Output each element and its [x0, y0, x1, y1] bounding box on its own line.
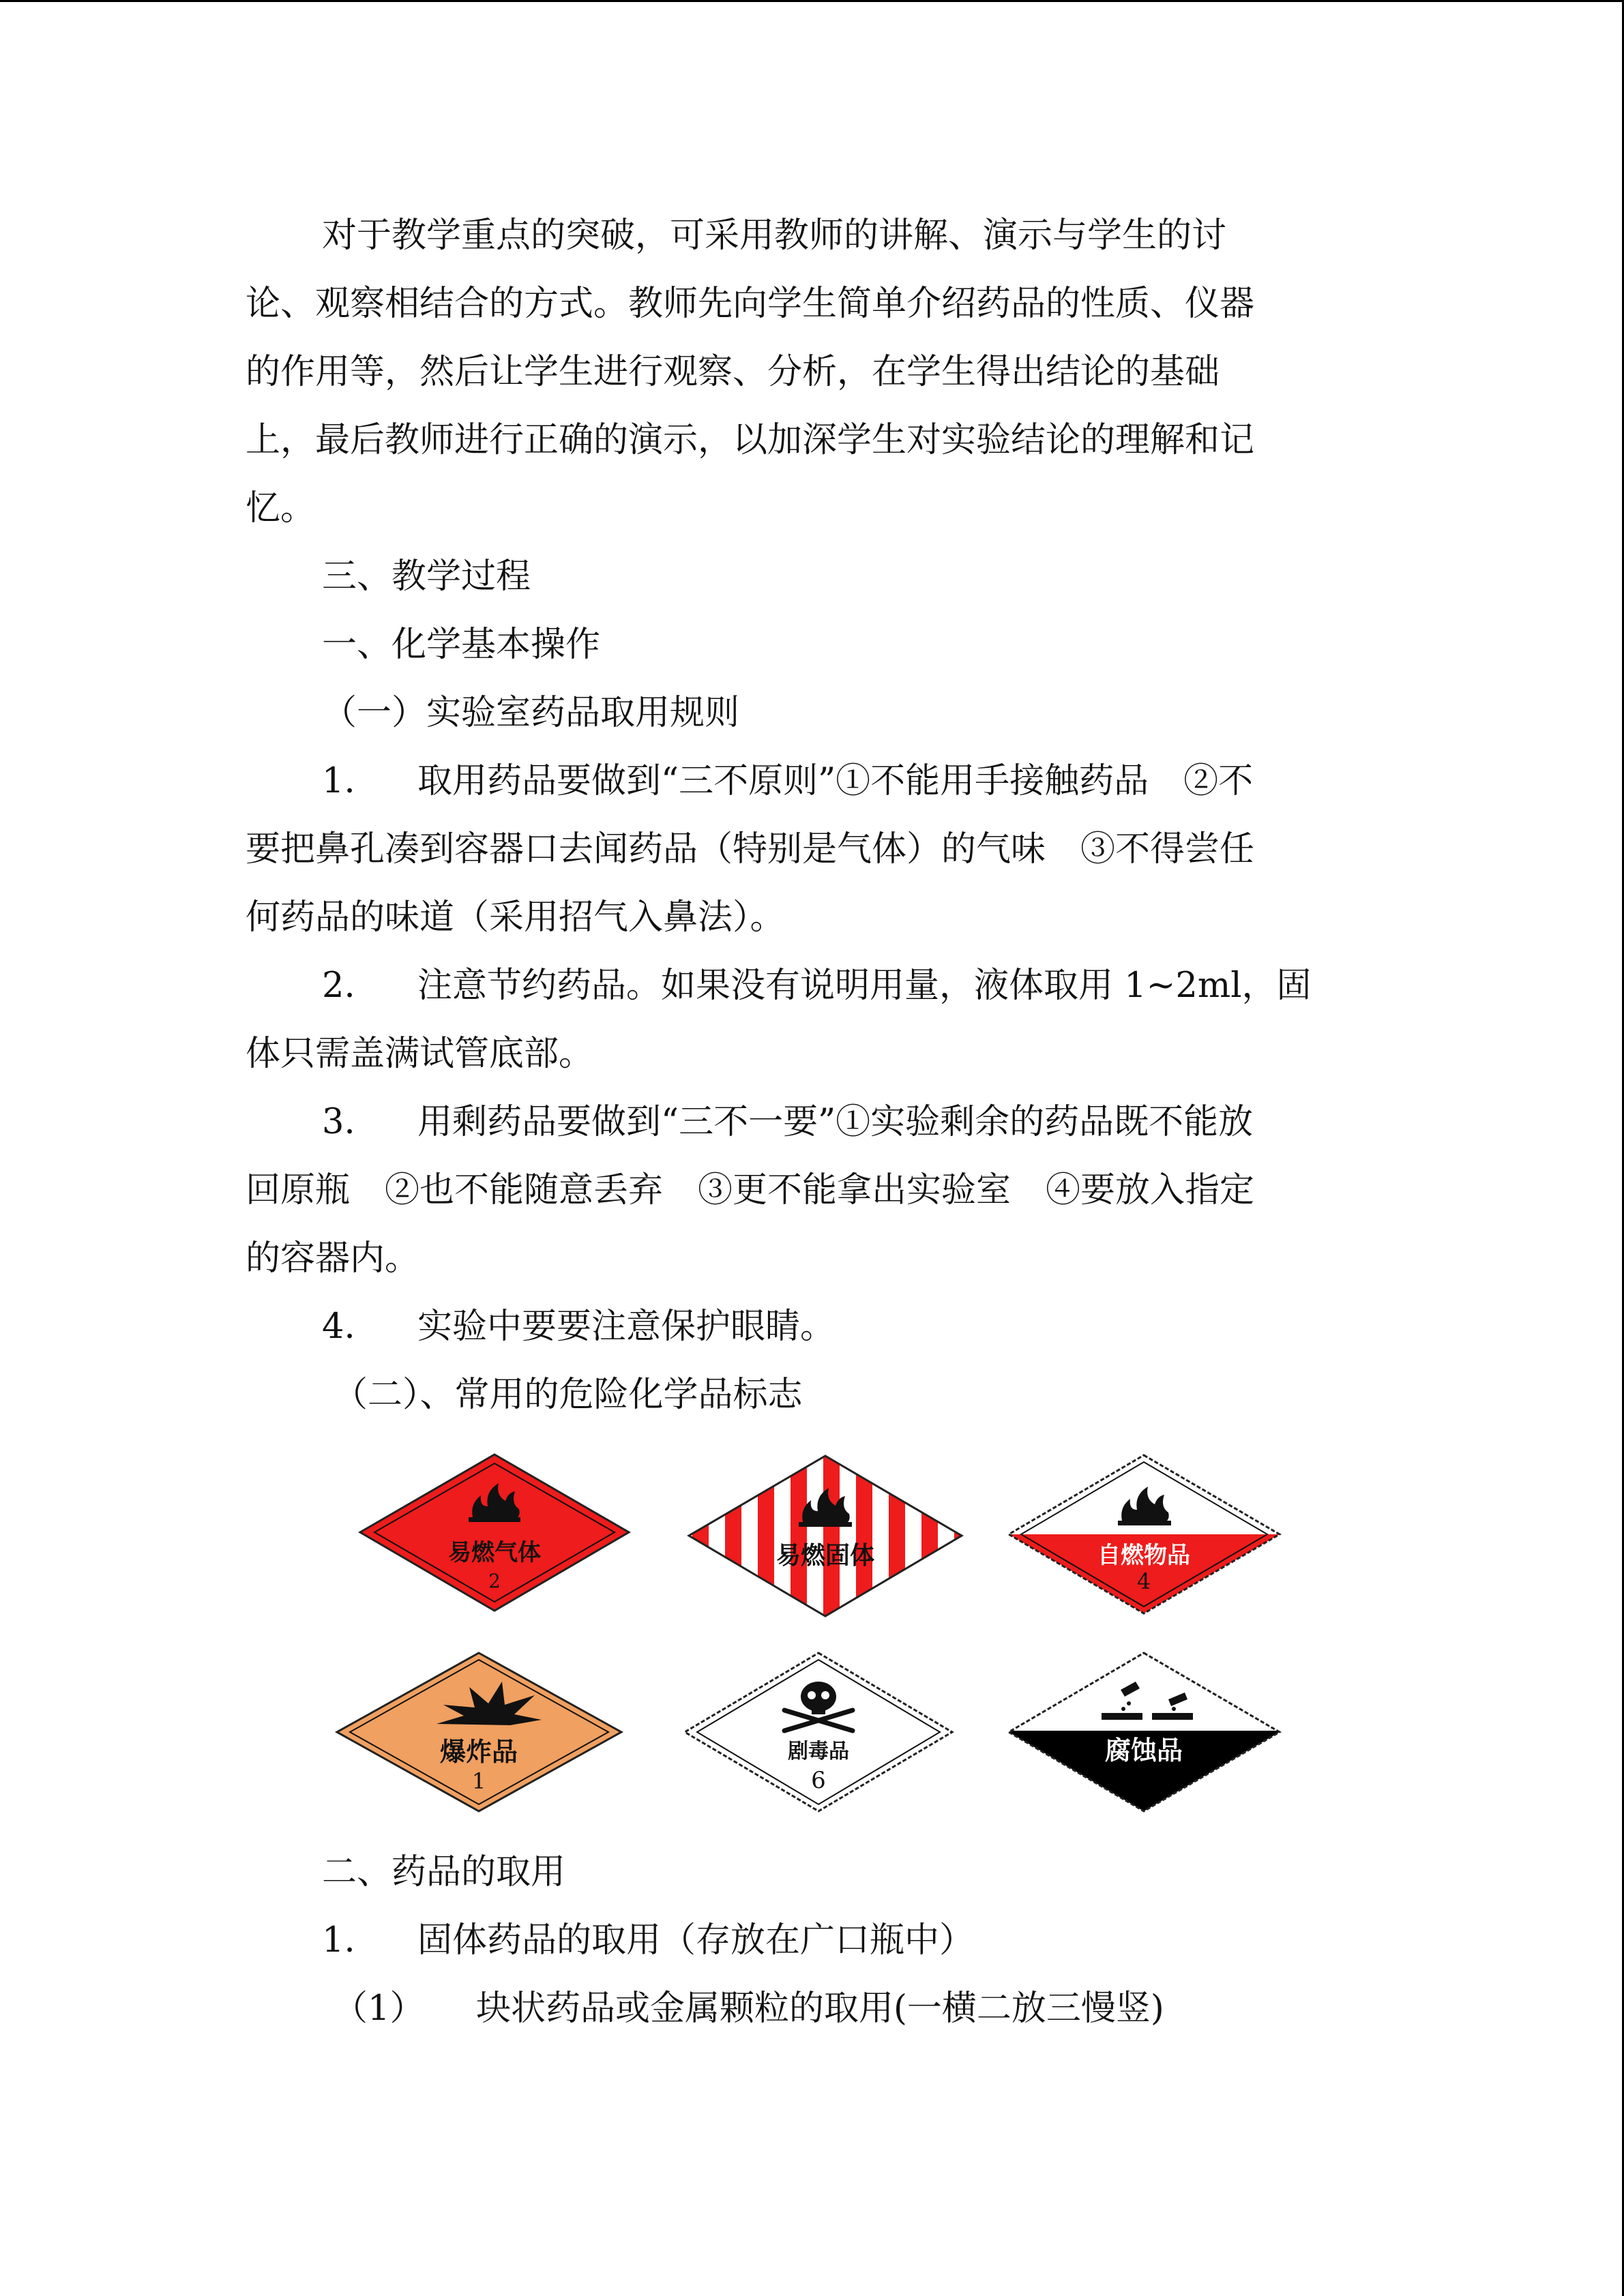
- rule-text: 实验中要要注意保护眼睛。: [417, 1307, 836, 1347]
- rule-text: 固体药品的取用（存放在广口瓶中）: [417, 1920, 975, 1960]
- section-heading: 二、药品的取用: [322, 1852, 566, 1892]
- rule-text-line: 的容器内。: [246, 1238, 420, 1279]
- rule-text-line: 何药品的味道（采用招气入鼻法）。: [246, 897, 785, 938]
- rule-number: 4.: [322, 1307, 355, 1347]
- sign-number: 1: [471, 1768, 486, 1794]
- sign-label: 易燃气体: [448, 1539, 541, 1566]
- flammable-gas-sign: [358, 1452, 631, 1613]
- paragraph-line: 论、观察相结合的方式。教师先向学生简单介绍药品的性质、仪器: [246, 284, 1255, 324]
- sign-number: 4: [1136, 1568, 1151, 1594]
- explosive-sign: [334, 1650, 624, 1814]
- rule-number: 2.: [322, 966, 355, 1006]
- sign-number: 2: [488, 1570, 501, 1592]
- rule-text: 块状药品或金属颗粒的取用(一横二放三慢竖): [476, 1988, 1164, 2029]
- subsection-heading: （二）、常用的危险化学品标志: [333, 1375, 803, 1415]
- rule-text: 注意节约药品。如果没有说明用量，液体取用 1~2ml，固: [417, 966, 1312, 1006]
- rule-number: 1.: [322, 761, 355, 801]
- rule-item: [333, 1986, 1479, 2031]
- section-heading: 三、教学过程: [322, 556, 531, 597]
- paragraph-line: 对于教学重点的突破，可采用教师的讲解、演示与学生的讨: [322, 215, 1227, 256]
- sign-label: 剧毒品: [788, 1740, 849, 1763]
- toxic-sign: [682, 1650, 955, 1814]
- rule-number: 1.: [322, 1920, 355, 1960]
- rule-item: [322, 759, 1468, 804]
- sign-label: 腐蚀品: [1104, 1735, 1183, 1765]
- spontaneous-combustion-sign: [1006, 1452, 1282, 1616]
- rule-item: [322, 1918, 1468, 1963]
- rule-item: [322, 964, 1468, 1009]
- rule-text: 取用药品要做到“三不原则”①不能用手接触药品 ②不: [417, 761, 1254, 801]
- sign-label: 爆炸品: [439, 1737, 518, 1767]
- rule-text-line: 回原瓶 ②也不能随意丢弃 ③更不能拿出实验室 ④要放入指定: [246, 1170, 1255, 1210]
- sign-label: 易燃固体: [776, 1542, 875, 1570]
- sign-number: 6: [811, 1767, 826, 1794]
- paragraph-line: 忆。: [246, 488, 316, 528]
- rule-text-line: 要把鼻孔凑到容器口去闻药品（特别是气体）的气味 ③不得尝任: [246, 829, 1255, 869]
- page-top-border: [0, 0, 1624, 2]
- flammable-solid-sign: [685, 1452, 965, 1620]
- rule-item: [322, 1100, 1468, 1145]
- sign-label: 自燃物品: [1097, 1542, 1190, 1569]
- paragraph-line: 上，最后教师进行正确的演示，以加深学生对实验结论的理解和记: [246, 420, 1255, 460]
- rule-number: （1）: [333, 1988, 425, 2029]
- rule-number: 3.: [322, 1102, 355, 1142]
- subsection-heading: （一）实验室药品取用规则: [322, 693, 740, 733]
- rule-text-line: 体只需盖满试管底部。: [246, 1034, 594, 1074]
- section-heading: 一、化学基本操作: [322, 625, 601, 665]
- rule-text: 用剩药品要做到“三不一要”①实验剩余的药品既不能放: [417, 1102, 1254, 1142]
- paragraph-line: 的作用等，然后让学生进行观察、分析，在学生得出结论的基础: [246, 352, 1220, 392]
- rule-item: [322, 1304, 1468, 1350]
- corrosive-sign: [1006, 1650, 1282, 1814]
